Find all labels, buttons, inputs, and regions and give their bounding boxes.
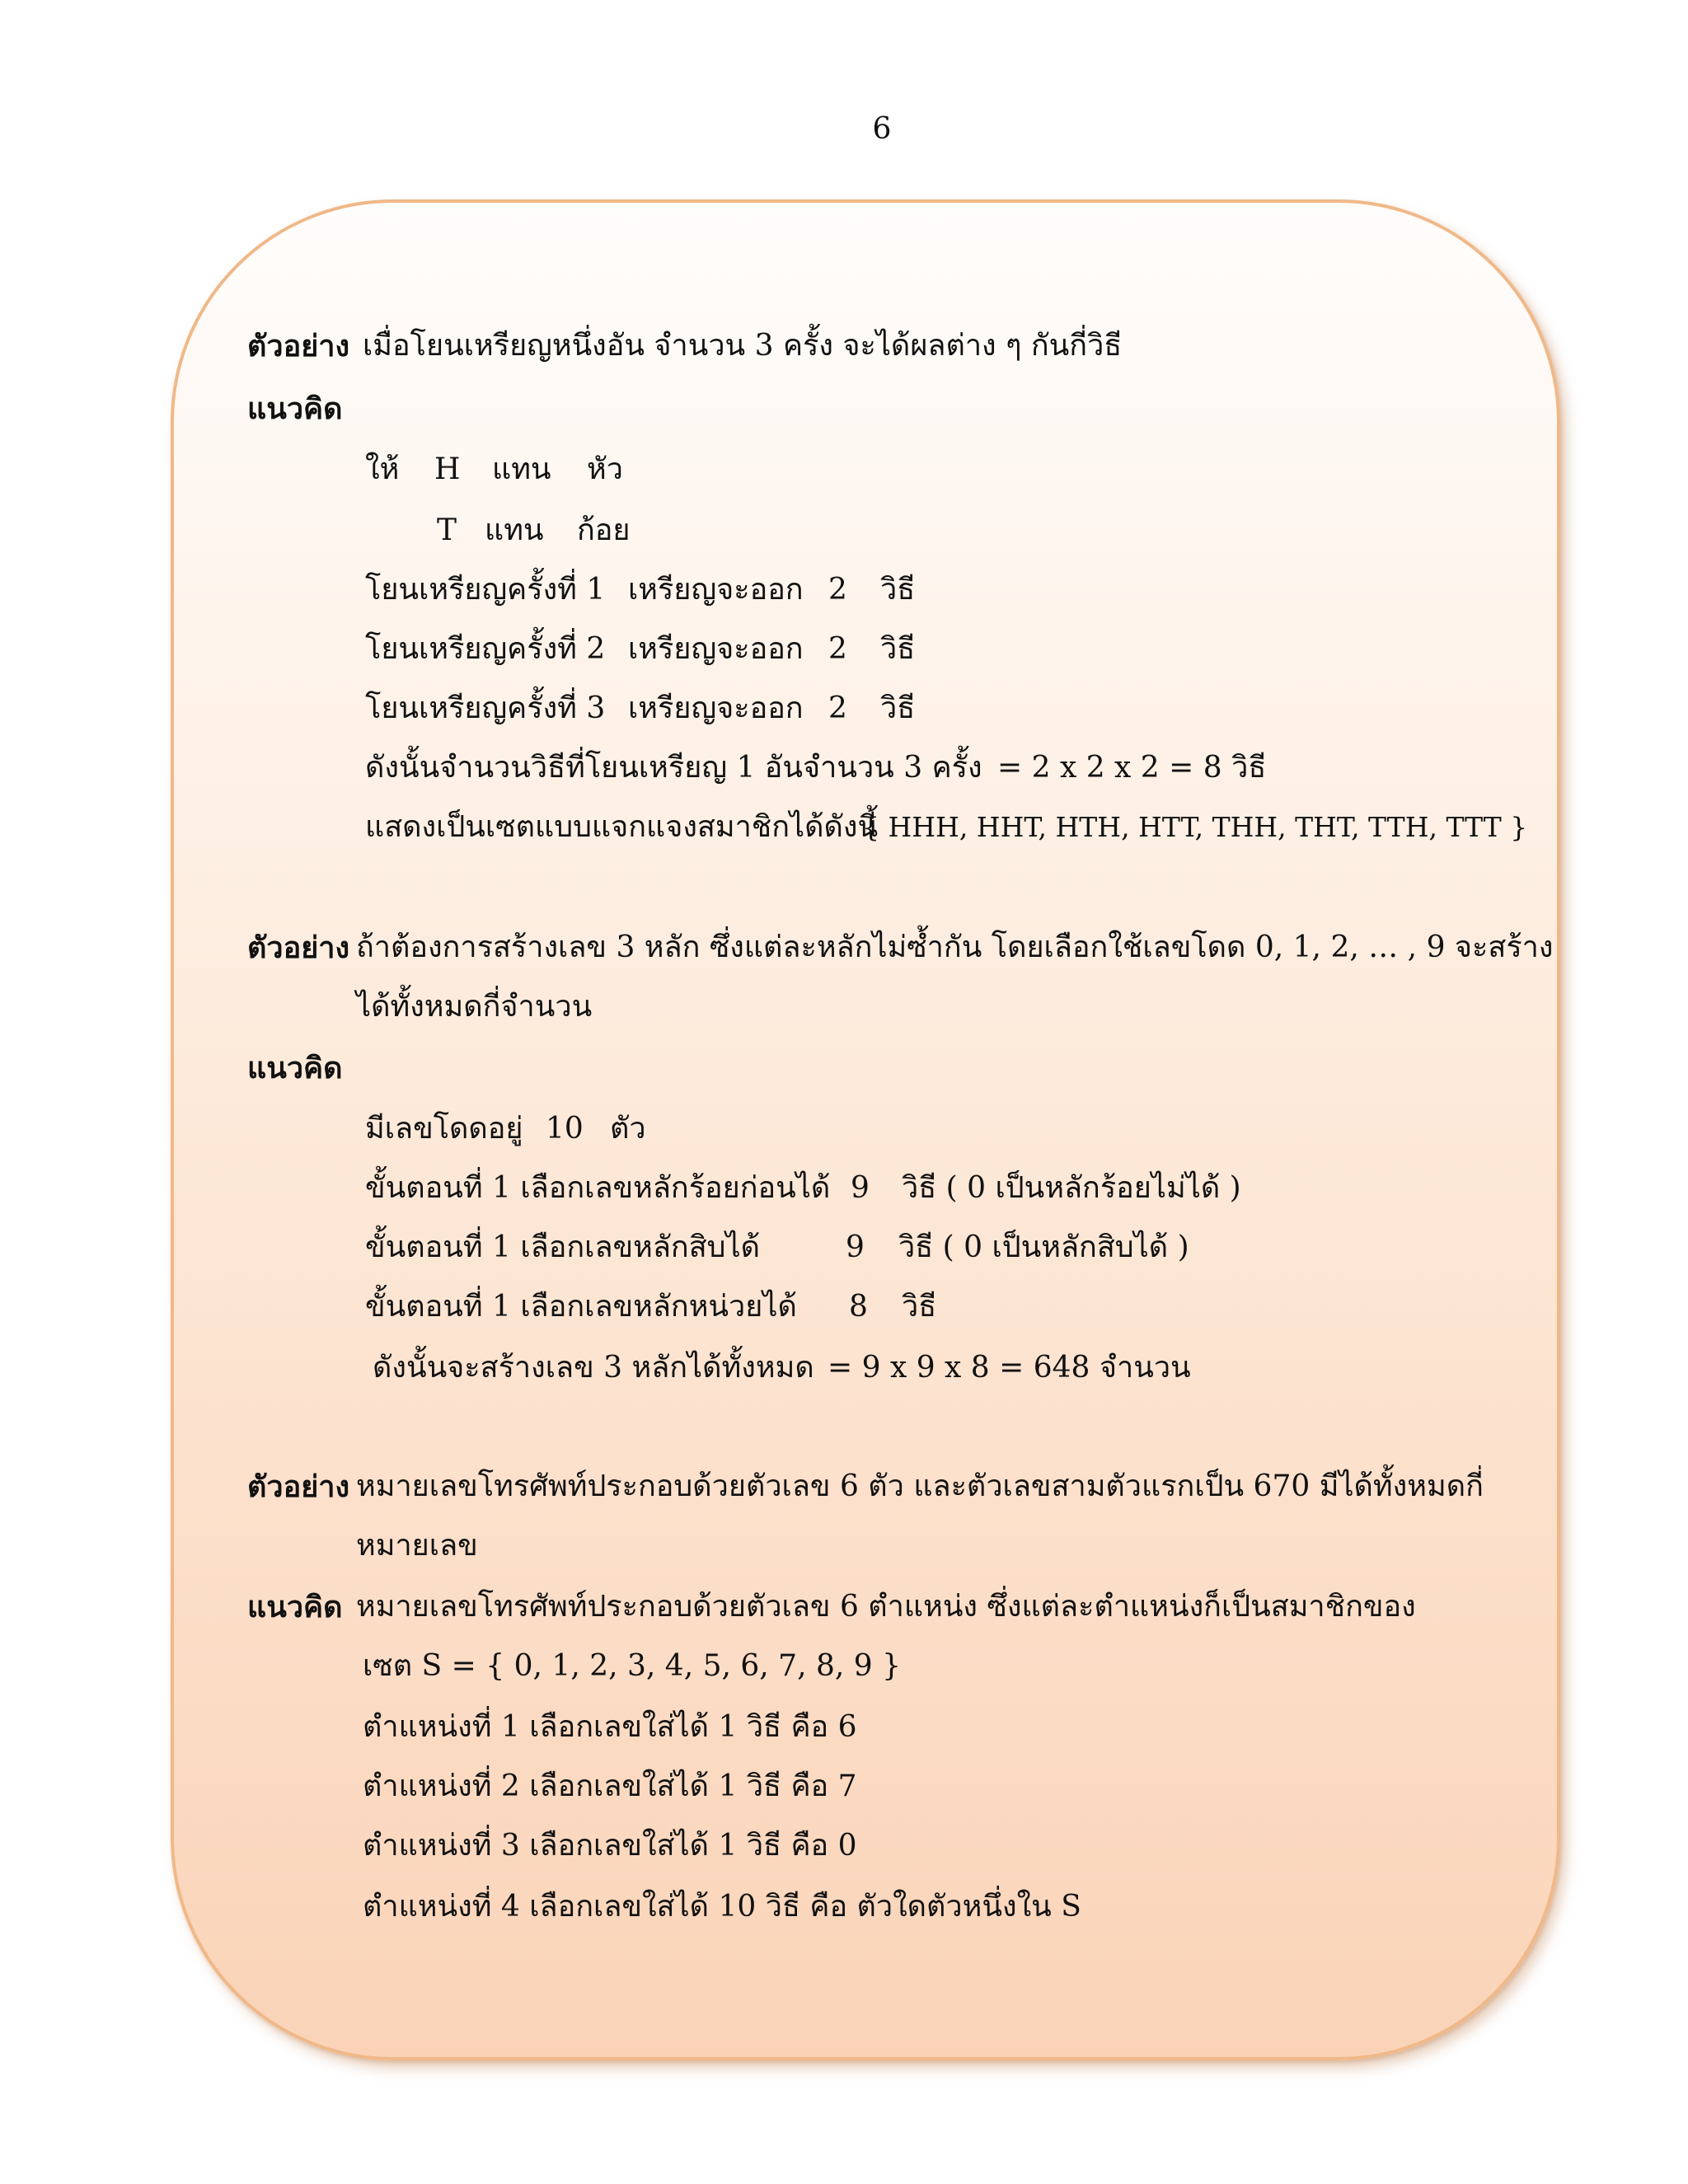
example1-concept-label: แนวคิด [247,391,343,426]
example1-t-means: แทน [485,513,544,547]
example2-step3-count: 8 [849,1290,868,1324]
example1-toss1-count: 2 [828,573,847,607]
example2-digits-unit: ตัว [610,1112,646,1146]
example2-step1-count: 9 [851,1171,870,1205]
example3-pos2: ตำแหน่งที่ 2 เลือกเลขใส่ได้ 1 วิธี คือ 7 [363,1769,857,1803]
example3-question-line2: หมายเลข [356,1529,478,1563]
example3-concept-line1: หมายเลขโทรศัพท์ประกอบด้วยตัวเลข 6 ตำแหน่ง ซึ่งแต่ละตำแหน่งก็เป็นสมาชิกของ [356,1590,1416,1624]
example1-h-means: แทน [492,452,551,486]
example3-pos3: ตำแหน่งที่ 3 เลือกเลขใส่ได้ 1 วิธี คือ 0 [363,1829,857,1863]
example2-step1-note: วิธี ( 0 เป็นหลักร้อยไม่ได้ ) [902,1171,1241,1205]
example2-step2-note: วิธี ( 0 เป็นหลักสิบได้ ) [898,1230,1189,1264]
example2-digits: มีเลขโดดอยู่ [365,1112,523,1146]
example1-total-expr: = 2 x 2 x 2 = 8 วิธี [997,751,1267,785]
example2-concept-label: แนวคิด [247,1051,343,1085]
example2-digits-count: 10 [546,1112,584,1146]
example1-question: เมื่อโยนเหรียญหนึ่งอัน จำนวน 3 ครั้ง จะได้ผลต่าง ๆ กันกี่วิธี [363,329,1123,363]
example1-set-text: แสดงเป็นเซตแบบแจกแจงสมาชิกได้ดังนี้ [365,810,879,844]
example1-toss2-unit: วิธี [880,632,916,666]
example3-pos4: ตำแหน่งที่ 4 เลือกเลขใส่ได้ 10 วิธี คือ ตัวใดตัวหนึ่งใน S [363,1890,1081,1924]
example1-toss3-unit: วิธี [880,691,916,725]
example2-step3-note: วิธี [902,1290,937,1324]
example2-step1: ขั้นตอนที่ 1 เลือกเลขหลักร้อยก่อนได้ [365,1171,831,1205]
example3-question-line1: หมายเลขโทรศัพท์ประกอบด้วยตัวเลข 6 ตัว และตัวเลขสามตัวแรกเป็น 670 มีได้ทั้งหมดกี่ [356,1469,1484,1503]
example1-toss3-result: เหรียญจะออก [628,691,804,725]
example1-set-members: { HHH, HHT, HTH, HTT, THH, THT, TTH, TTT } [862,811,1528,843]
example1-let-word: ให้ [365,452,400,486]
example2-total-expr: = 9 x 9 x 8 = 648 จำนวน [828,1351,1191,1385]
page-number: 6 [872,112,892,146]
example3-concept-label: แนวคิด [247,1590,343,1624]
example1-toss1-result: เหรียญจะออก [628,573,804,607]
example1-t-symbol: T [437,513,457,547]
example1-h-symbol: H [434,452,461,486]
example3-set-line: เซต S = { 0, 1, 2, 3, 4, 5, 6, 7, 8, 9 } [363,1649,901,1683]
example1-toss1-unit: วิธี [880,573,916,607]
example1-toss3: โยนเหรียญครั้งที่ 3 [365,691,606,725]
example2-heading: ตัวอย่าง [247,930,350,965]
example2-question-line1: ถ้าต้องการสร้างเลข 3 หลัก ซึ่งแต่ละหลักไม่ซ้ำกัน โดยเลือกใช้เลขโดด 0, 1, 2, … , 9 จะสร้าง [356,930,1554,964]
example1-t-value: ก้อย [577,513,631,547]
example3-pos1: ตำแหน่งที่ 1 เลือกเลขใส่ได้ 1 วิธี คือ 6 [363,1710,857,1744]
example2-step3: ขั้นตอนที่ 1 เลือกเลขหลักหน่วยได้ [365,1290,797,1324]
example2-total: ดังนั้นจะสร้างเลข 3 หลักได้ทั้งหมด [373,1351,814,1385]
example1-heading: ตัวอย่าง [247,329,350,363]
example1-toss2: โยนเหรียญครั้งที่ 2 [365,632,606,666]
example2-step2: ขั้นตอนที่ 1 เลือกเลขหลักสิบได้ [365,1230,761,1264]
example1-h-value: หัว [587,452,623,486]
example1-toss3-count: 2 [828,691,847,725]
example1-toss2-result: เหรียญจะออก [628,632,804,666]
example1-total: ดังนั้นจำนวนวิธีที่โยนเหรียญ 1 อันจำนวน 3 ครั้ง [365,751,982,785]
example1-toss2-count: 2 [828,632,847,666]
example1-toss1: โยนเหรียญครั้งที่ 1 [365,573,606,607]
example2-step2-count: 9 [846,1230,865,1264]
example2-question-line2: ได้ทั้งหมดกี่จำนวน [356,990,593,1024]
example3-heading: ตัวอย่าง [247,1469,350,1504]
